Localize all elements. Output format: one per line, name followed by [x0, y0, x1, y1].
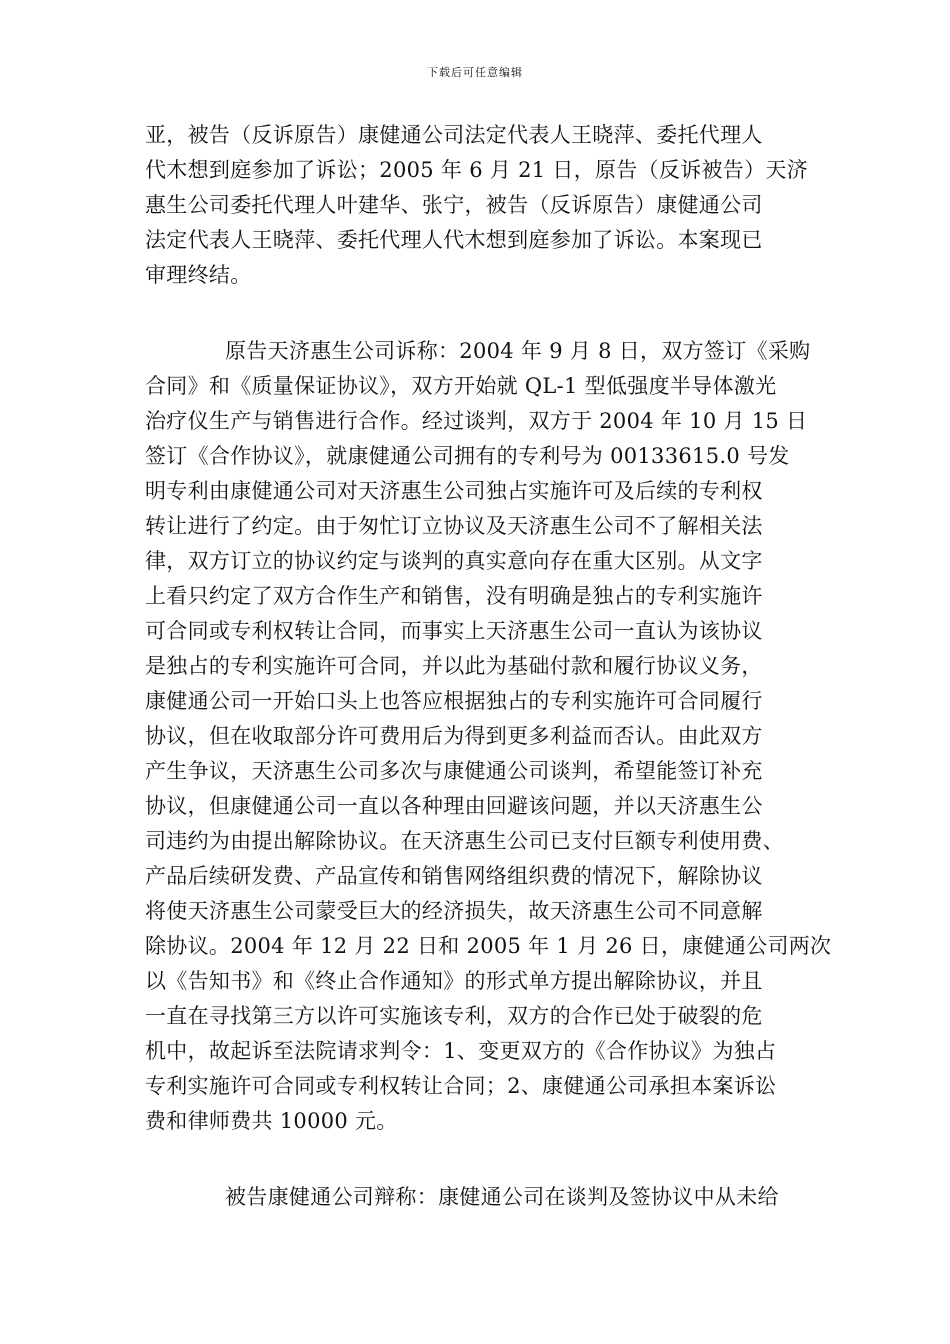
text-line: 原告天济惠生公司诉称：2004 年 9 月 8 日，双方签订《采购 — [225, 339, 811, 363]
text-line: 司违约为由提出解除协议。在天济惠生公司已支付巨额专利使用费、 — [145, 829, 784, 853]
text-line: 协议，但康健通公司一直以各种理由回避该问题，并以天济惠生公 — [145, 794, 763, 818]
text-line: 除协议。2004 年 12 月 22 日和 2005 年 1 月 26 日，康健通公司两次 — [145, 934, 832, 958]
paragraph — [145, 118, 810, 293]
page-header-note: 下载后可任意编辑 — [427, 66, 523, 79]
text-line: 产品后续研发费、产品宣传和销售网络组织费的情况下，解除协议 — [145, 864, 763, 888]
text-line: 律，双方订立的协议约定与谈判的真实意向存在重大区别。从文字 — [145, 549, 763, 573]
text-line: 是独占的专利实施许可合同，并以此为基础付款和履行协议义务， — [145, 654, 763, 678]
text-line: 代木想到庭参加了诉讼；2005 年 6 月 21 日，原告（反诉被告）天济 — [145, 158, 808, 182]
text-line: 治疗仪生产与销售进行合作。经过谈判，双方于 2004 年 10 月 15 日 — [145, 409, 808, 433]
text-line: 费和律师费共 10000 元。 — [145, 1109, 398, 1133]
document-body — [145, 118, 832, 1215]
text-line: 可合同或专利权转让合同，而事实上天济惠生公司一直认为该协议 — [145, 619, 763, 643]
text-line: 将使天济惠生公司蒙受巨大的经济损失，故天济惠生公司不同意解 — [145, 899, 763, 923]
paragraph-spacer — [145, 1139, 810, 1180]
text-line: 法定代表人王晓萍、委托代理人代木想到庭参加了诉讼。本案现已 — [145, 228, 763, 252]
text-line: 专利实施许可合同或专利权转让合同；2、康健通公司承担本案诉讼 — [145, 1074, 777, 1098]
text-line: 康健通公司一开始口头上也答应根据独占的专利实施许可合同履行 — [145, 689, 763, 713]
paragraph — [145, 334, 832, 1139]
text-line: 惠生公司委托代理人叶建华、张宁，被告（反诉原告）康健通公司 — [145, 193, 763, 217]
text-line: 产生争议，天济惠生公司多次与康健通公司谈判，希望能签订补充 — [145, 759, 763, 783]
text-line: 协议，但在收取部分许可费用后为得到更多利益而否认。由此双方 — [145, 724, 763, 748]
text-line: 转让进行了约定。由于匆忙订立协议及天济惠生公司不了解相关法 — [145, 514, 763, 538]
text-line: 以《告知书》和《终止合作通知》的形式单方提出解除协议，并且 — [145, 969, 763, 993]
text-line: 上看只约定了双方合作生产和销售，没有明确是独占的专利实施许 — [145, 584, 763, 608]
text-line: 亚，被告（反诉原告）康健通公司法定代表人王晓萍、委托代理人 — [145, 123, 763, 147]
text-line: 一直在寻找第三方以许可实施该专利，双方的合作已处于破裂的危 — [145, 1004, 763, 1028]
text-line: 审理终结。 — [145, 263, 252, 287]
paragraph — [145, 1180, 810, 1215]
text-line: 机中，故起诉至法院请求判令：1、变更双方的《合作协议》为独占 — [145, 1039, 777, 1063]
text-line: 明专利由康健通公司对天济惠生公司独占实施许可及后续的专利权 — [145, 479, 763, 503]
paragraph-spacer — [145, 293, 810, 334]
text-line: 合同》和《质量保证协议》，双方开始就 QL-1 型低强度半导体激光 — [145, 374, 777, 398]
text-line: 签订《合作协议》，就康健通公司拥有的专利号为 00133615.0 号发 — [145, 444, 790, 468]
text-line: 被告康健通公司辩称：康健通公司在谈判及签协议中从未给 — [225, 1185, 779, 1209]
